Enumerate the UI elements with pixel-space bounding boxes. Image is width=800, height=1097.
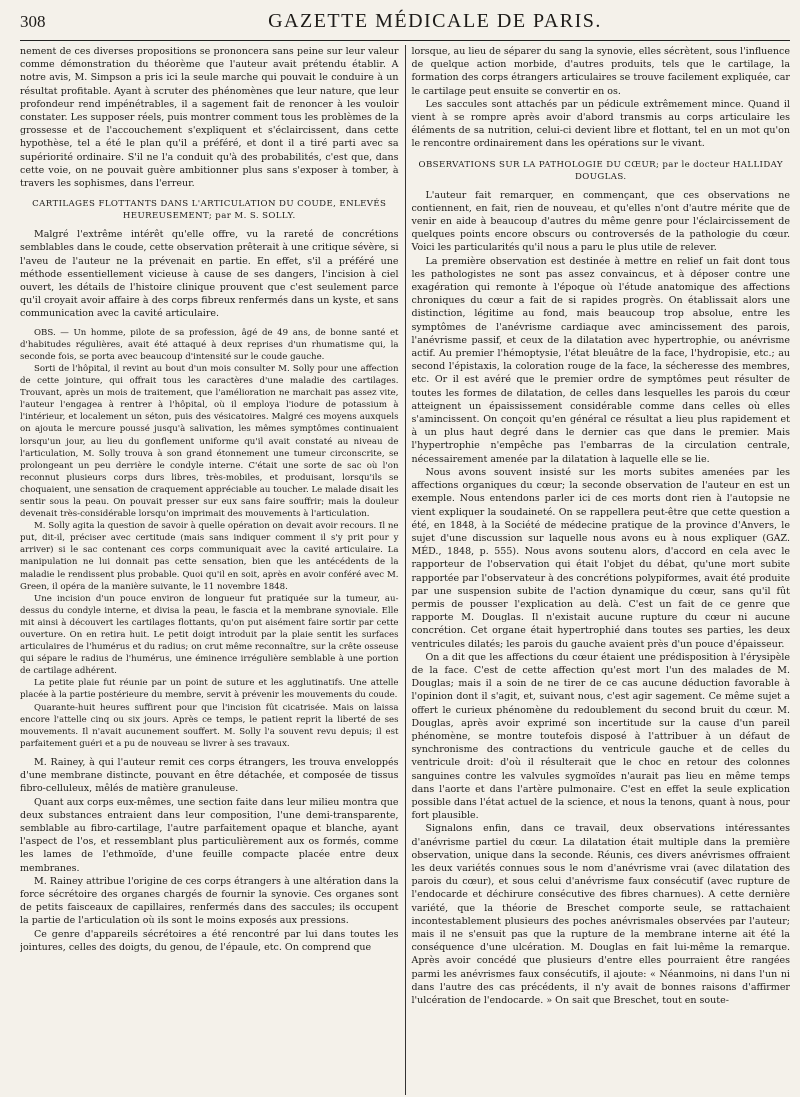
- observation-paragraph: Une incision d'un pouce environ de longueur fut pratiquée sur la tumeur, au-dessus du condyle interne, et divisa la peau, le fascia et la membrane synoviale. Elle mit ainsi à découvert les cartilages flottants, qu'on put aisément faire sortir par cette ouverture. On en retira huit. Le petit doigt introduit par la plaie sentit les surfaces articulaires de l'humérus et du radius; on crut même reconnaître, sur la crête osseuse qui sépare le radius de l'humérus, une éminence irrégulière semblable à une portion de cartilage adhérent.: [20, 593, 399, 677]
- publication-title: GAZETTE MÉDICALE DE PARIS.: [268, 10, 602, 32]
- paragraph: Signalons enfin, dans ce travail, deux observations intéressantes d'anévrisme partiel du cœur. La dilatation était multiple dans la première observation, unique dans la seconde. Réunis, ces divers anévrismes offraient les deux variétés connues sous le nom d'anévrisme vrai (avec dilatation des parois du cœur), et sous celui d'anévrisme faux consécutif (avec rupture de l'endocarde et déchirure consécutive des fibres charnues). A cette dernière variété, que la théorie de Breschet comporte seule, se rattachaient incontestablement plusieurs des poches anévrismales observées par l'auteur; mais il ne s'ensuit pas que la rupture de la membrane interne ait été la conséquence d'une ulcération. M. Douglas en fait lui-même la remarque. Après avoir concédé que plusieurs d'entre elles pourraient être rangées parmi les anévrismes faux consécutifs, il ajoute: « Néanmoins, ni dans l'un ni dans l'autre des cas précédents, il n'y avait de bonnes raisons d'affirmer l'ulcération de l'endocarde. » On sait que Breschet, tout en soute-: [411, 823, 790, 1007]
- observation-paragraph: Sorti de l'hôpital, il revint au bout d'un mois consulter M. Solly pour une affection de cette jointure, qui offrait tous les caractères d'une maladie des cartilages. Trouvant, après un mois de traitement, que l'amélioration ne marchait pas assez vite, l'auteur l'engagea à rentrer à l'hôpital, où il employa l'iodure de potassium à l'intérieur, et localement un séton, puis des vésicatoires. Malgré ces moyens auxquels on ajouta le mercure poussé jusqu'à salivation, les mêmes symptômes continuaient lorsqu'un jour, au lieu du gonflement uniforme qu'il avait constaté au niveau de l'articulation, M. Solly trouva à son grand étonnement une tumeur circonscrite, se prolongeant un peu derrière le condyle interne. C'était une sorte de sac où l'on reconnut plusieurs corps durs libres, très-mobiles, et produisant, lorsqu'ils se choquaient, une sensation de craquement appréciable au toucher. Le malade disait les sentir sous la peau. On pouvait presser sur eux sans faire souffrir; mais la douleur devenait très-considérable lorsqu'on imprimait des mouvements à l'articulation.: [20, 363, 399, 520]
- paragraph: On a dit que les affections du cœur étaient une prédisposition à l'érysipèle de la face. C'est de cette affection qu'est mort l'un des malades de M. Douglas; mais il a soin de ne tirer de ce cas aucune déduction favorable à l'opinion dont il s'agit, et, suivant nous, c'est agir sagement. Ce même sujet a offert le curieux phénomène du redoublement du second bruit du cœur. M. Douglas, après avoir exprimé son incertitude sur la cause d'un pareil phénomène, se montre toutefois disposé à l'attribuer à un défaut de synchronisme des contractions du ventricule gauche et de celles du ventricule droit: d'où il résulterait que le choc en retour des colonnes sanguines contre les valvules sygmoïdes n'aurait pas lieu en même temps dans l'aorte et dans l'artère pulmonaire. C'est en effet la seule explication possible dans l'état actuel de la science, et nous la tenons, quant à nous, pour fort plausible.: [411, 651, 790, 822]
- paragraph: M. Rainey attribue l'origine de ces corps étrangers à une altération dans la force sécrétoire des organes chargés de fournir la synovie. Ces organes sont de petits faisceaux de capillaires, renfermés dans des saccules; ils occupent la partie de l'articulation où ils sont le moins exposés aux pressions.: [20, 875, 399, 927]
- page-header: [20, 0, 790, 41]
- page-number: 308: [20, 12, 46, 31]
- paragraph: Les saccules sont attachés par un pédicule extrêmement mince. Quand il vient à se rompre après avoir d'abord transmis au corps articulaire les éléments de sa nutrition, celui-ci devient libre et flottant, tel en un mot qu'on le rencontre ordinairement dans les opérations sur le vivant.: [411, 98, 790, 150]
- paragraph: Quant aux corps eux-mêmes, une section faite dans leur milieu montra que deux substances entraient dans leur composition, l'une demi-transparente, semblable au fibro-cartilage, l'autre parfaitement opaque et blanche, ayant l'aspect de l'os, et ressemblant plus particulièrement aux os formés, comme les lames de l'ethmoïde, d'une feuille compacte placée entre deux membranes.: [20, 796, 399, 874]
- column-divider: [405, 45, 406, 1095]
- left-column: [20, 45, 399, 1095]
- paragraph: Malgré l'extrême intérêt qu'elle offre, vu la rareté de concrétions semblables dans le coude, cette observation prêterait à une critique sévère, si l'aveu de l'auteur ne la prévenait en partie. En effet, s'il a préféré une méthode essentiellement vicieuse à cause de ses dangers, l'incision à ciel ouvert, les détails de l'histoire clinique prouvent que c'est seulement parce qu'il croyait avoir affaire à des corps fibreux renfermés dans un kyste, et sans communication avec la cavité articulaire.: [20, 229, 399, 320]
- paragraph: La première observation est destinée à mettre en relief un fait dont tous les pathologistes ne sont pas assez convaincus, et à déposer contre une exagération qui remonte à l'époque où l'étude anatomique des affections chroniques du cœur a fait de si rapides progrès. On établissait alors une distinction, légitime au fond, mais beaucoup trop absolue, entre les symptômes de l'anévrisme cardiaque avec amincissement des parois, l'anévrisme passif, et ceux de la dilatation avec hypertrophie, ou anévrisme actif. Au premier l'hémoptysie, l'état bleuâtre de la face, l'hydropisie, etc.; au second l'épistaxis, la coloration rouge de la face, la sécheresse des membres, etc. Or il est avéré que le premier ordre de symptômes peut résulter de toutes les formes de dilatation, de celles dans lesquelles les parois du cœur atteignent un épaississement considérable comme dans celles où elles s'amincissent. On conçoit qu'en général ce résultat a lieu plus rapidement et à un plus haut degré dans le dernier cas que dans le premier. Mais l'hypertrophie n'empêche pas l'embarras de la circulation centrale, nécessairement amenée par la dilatation à laquelle elle se lie.: [411, 255, 790, 465]
- right-column: [411, 45, 790, 1095]
- observation-paragraph: La petite plaie fut réunie par un point de suture et les agglutinatifs. Une attelle placée à la partie postérieure du membre, servit à prévenir les mouvements du coude.: [20, 678, 399, 701]
- observation-paragraph: M. Solly agita la question de savoir à quelle opération on devait avoir recours. Il ne put, dit-il, préciser avec certitude (mais sans indiquer comment il s'y prit pour y arriver) si le sac contenant ces corps communiquait avec la cavité articulaire. La manipulation ne lui donnait pas cette sensation, bien que les antécédents de la maladie le rendissent plus probable. Quoi qu'il en soit, après en avoir conféré avec M. Green, il opéra de la manière suivante, le 11 novembre 1848.: [20, 521, 399, 592]
- article-heading: CARTILAGES FLOTTANTS DANS L'ARTICULATION DU COUDE, ENLEVÉS HEUREUSEMENT; par M. S. SOLLY.: [32, 199, 387, 222]
- article-heading: OBSERVATIONS SUR LA PATHOLOGIE DU CŒUR; par le docteur HALLIDAY DOUGLAS.: [418, 159, 783, 182]
- paragraph: lorsque, au lieu de séparer du sang la synovie, elles sécrètent, sous l'influence de quelque action morbide, d'autres produits, tels que le cartilage, la formation des corps étrangers articulaires se trouve facilement expliquée, car le cartilage peut ensuite se convertir en os.: [411, 46, 790, 97]
- paragraph: L'auteur fait remarquer, en commençant, que ces observations ne contiennent, en fait, rien de nouveau, et qu'elles n'ont d'autre mérite que de venir en aide à beaucoup d'autres du même genre pour l'éclaircissement de quelques points encore obscurs ou controversés de la pathologie du cœur. Voici les particularités qu'il nous a paru le plus utile de relever.: [411, 189, 790, 254]
- observation-paragraph: Quarante-huit heures suffirent pour que l'incision fût cicatrisée. Mais on laissa encore l'attelle cinq ou six jours. Après ce temps, le patient reprit la liberté de ses mouvements. Il n'avait aucunement souffert. M. Solly l'a souvent revu depuis; il est parfaitement guéri et a pu de nouveau se livrer à ses travaux.: [20, 702, 399, 749]
- paragraph: M. Rainey, à qui l'auteur remit ces corps étrangers, les trouva enveloppés d'une membrane distincte, pouvant en être détachée, et composée de tissus fibro-celluleux, mêlés de matière granuleuse.: [20, 756, 399, 795]
- paragraph: Nous avons souvent insisté sur les morts subites amenées par les affections organiques du cœur; la seconde observation de l'auteur en est un exemple. Nous entendons parler ici de ces morts dont rien à l'autopsie ne vient expliquer la soudaineté. On se rappellera peut-être que cette question a été, en 1848, à la Société de médecine pratique de la province d'Anvers, le sujet d'une discussion sur laquelle nous avons eu à nous expliquer (GAZ. MÉD., 1848, p. 555). Nous avons soutenu alors, d'accord en cela avec le rapporteur de l'observation qui était l'objet du débat, qu'une mort subite rapportée par l'observateur à des concrétions polypiformes, avait été produite par une suspension subite de l'action dynamique du cœur, sans qu'il fût permis de pousser l'explication au delà. C'est un fait de ce genre que rapporte M. Douglas. Il n'existait aucune rupture du cœur ni aucune concrétion. Cet organe était hypertrophié dans toutes ses parties, les deux ventricules dilatés; les parois du gauche avaient près d'un pouce d'épaisseur.: [411, 466, 790, 650]
- text-columns: [20, 45, 790, 1095]
- observation-paragraph: OBS. — Un homme, pilote de sa profession, âgé de 49 ans, de bonne santé et d'habitudes régulières, avait été attaqué à deux reprises d'un rhumatisme qui, la seconde fois, se porta avec beaucoup d'intensité sur le coude gauche.: [20, 327, 399, 362]
- paragraph: nement de ces diverses propositions se prononcera sans peine sur leur valeur comme démonstration du théorème que l'auteur avait prétendu établir. A notre avis, M. Simpson a pris ici la seule marche qui pouvait le conduire à un résultat profitable. Ayant à scruter des phénomènes que leur nature, que leur profondeur rend impénétrables, il a sagement fait de renoncer à les vouloir constater. Les supposer réels, puis montrer comment tous les problèmes de la grossesse et de l'accouchement s'expliquent et s'éclaircissent, dans cette hypothèse, tel a été le plan qu'il a préféré, et dont il a tiré parti avec sa supériorité ordinaire. S'il ne l'a conduit qu'à des probabilités, c'est que, dans cette voie, on ne pouvait guère ambitionner plus sans s'exposer à tomber, à travers les sophismes, dans l'erreur.: [20, 46, 399, 190]
- paragraph: Ce genre d'appareils sécrétoires a été rencontré par lui dans toutes les jointures, celles des doigts, du genou, de l'épaule, etc. On comprend que: [20, 928, 399, 953]
